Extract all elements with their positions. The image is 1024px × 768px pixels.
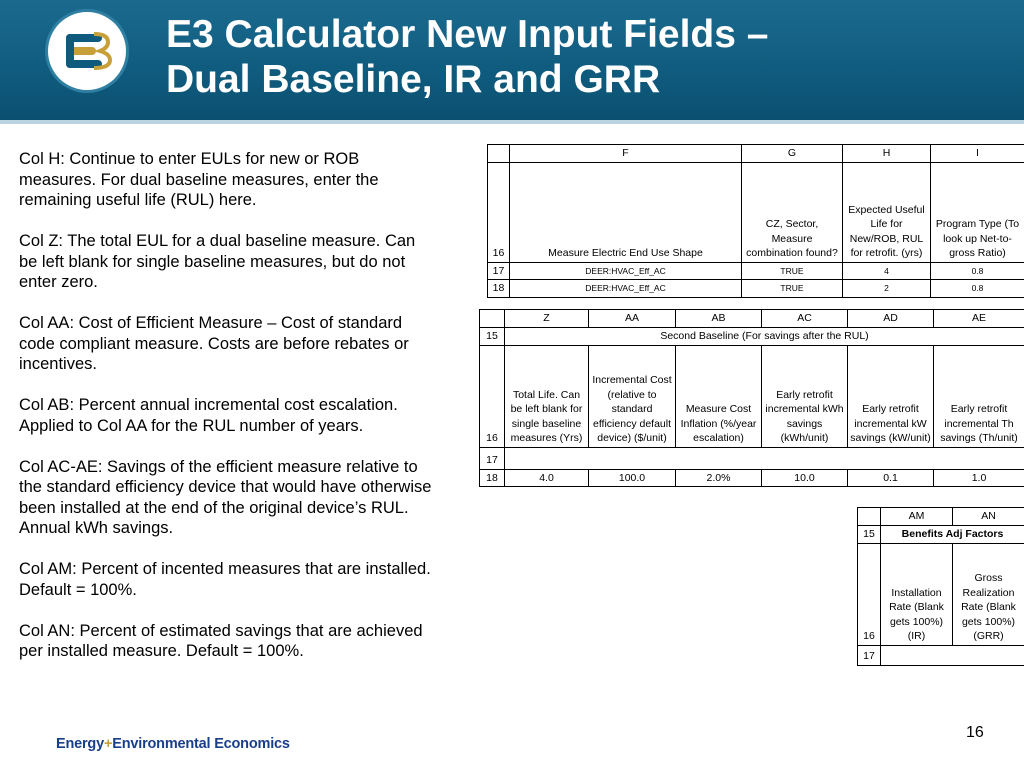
corner-cell bbox=[480, 310, 505, 328]
benefits-adj-factors-label: Benefits Adj Factors bbox=[881, 525, 1024, 543]
corner-cell bbox=[488, 145, 510, 163]
note-col-z: Col Z: The total EUL for a dual baseline measure. Can be left blank for single baseline measures, but do not enter zero. bbox=[19, 232, 416, 291]
header-gross-realization-rate: Gross Realization Rate (Blank gets 100%) (GRR) bbox=[953, 543, 1024, 645]
cell-h18[interactable]: 2 bbox=[843, 280, 931, 298]
cell-ad18[interactable]: 0.1 bbox=[848, 469, 934, 487]
col-letter-i: I bbox=[931, 145, 1024, 163]
row-number-17: 17 bbox=[480, 447, 505, 469]
page-number: 16 bbox=[966, 724, 984, 741]
note-col-ac-ae: Col AC-AE: Savings of the efficient measure relative to the standard efficiency device that would have otherwise been installed at the end of the original device’s RUL. Annual kWh savings. bbox=[19, 457, 432, 537]
header-program-type: Program Type (To look up Net-to-gross Ratio) bbox=[931, 162, 1024, 262]
spreadsheet-table-f-i bbox=[487, 144, 1024, 298]
cell-ae18[interactable]: 1.0 bbox=[934, 469, 1024, 487]
row-number-16: 16 bbox=[488, 162, 510, 262]
col-letter-g: G bbox=[742, 145, 843, 163]
logo-environmental-economics: Environmental Economics bbox=[112, 736, 290, 752]
col-letter-h: H bbox=[843, 145, 931, 163]
col-letter-f: F bbox=[510, 145, 742, 163]
cell-z18[interactable]: 4.0 bbox=[505, 469, 589, 487]
e3-logo-icon bbox=[48, 12, 126, 90]
note-col-h: Col H: Continue to enter EULs for new or ROB measures. For dual baseline measures, enter the remaining useful life (RUL) here. bbox=[19, 150, 379, 209]
cell-ab18[interactable]: 2.0% bbox=[676, 469, 762, 487]
second-baseline-label: Second Baseline (For savings after the RUL) bbox=[505, 327, 1024, 345]
logo-plus: + bbox=[103, 736, 113, 752]
corner-cell bbox=[858, 508, 881, 526]
cell-f17[interactable]: DEER:HVAC_Eff_AC bbox=[510, 262, 742, 280]
col-letter-am: AM bbox=[881, 508, 953, 526]
header-kwh-savings: Early retrofit incremental kWh savings (kWh/unit) bbox=[762, 345, 848, 447]
header-th-savings: Early retrofit incremental Th savings (Th/unit) bbox=[934, 345, 1024, 447]
cell-h17[interactable]: 4 bbox=[843, 262, 931, 280]
row-number-18: 18 bbox=[480, 469, 505, 487]
cell-g17[interactable]: TRUE bbox=[742, 262, 843, 280]
header-cz-sector: CZ, Sector, Measure combination found? bbox=[742, 162, 843, 262]
row-number-17: 17 bbox=[488, 262, 510, 280]
col-letter-aa: AA bbox=[589, 310, 676, 328]
header-expected-useful-life: Expected Useful Life for New/ROB, RUL for retrofit. (yrs) bbox=[843, 162, 931, 262]
col-letter-ad: AD bbox=[848, 310, 934, 328]
cell-ac18[interactable]: 10.0 bbox=[762, 469, 848, 487]
note-col-an: Col AN: Percent of estimated savings that are achieved per installed measure. Default = 100%. bbox=[19, 621, 423, 660]
spreadsheet-table-z-ae bbox=[479, 309, 1024, 487]
row-number-16: 16 bbox=[858, 543, 881, 645]
row-number-17: 17 bbox=[858, 645, 881, 665]
spreadsheet-table-am-an bbox=[857, 507, 1024, 666]
cell-g18[interactable]: TRUE bbox=[742, 280, 843, 298]
col-letter-z: Z bbox=[505, 310, 589, 328]
slide-title bbox=[166, 12, 768, 102]
col-letter-an: AN bbox=[953, 508, 1024, 526]
cell-i17[interactable]: 0.8 bbox=[931, 262, 1024, 280]
header-installation-rate: Installation Rate (Blank gets 100%) (IR) bbox=[881, 543, 953, 645]
title-line-2: Dual Baseline, IR and GRR bbox=[166, 58, 661, 101]
cell-aa18[interactable]: 100.0 bbox=[589, 469, 676, 487]
title-line-1: E3 Calculator New Input Fields – bbox=[166, 13, 769, 56]
footer-company-logo bbox=[56, 736, 290, 752]
logo-energy: Energy bbox=[56, 736, 104, 752]
notes-panel bbox=[19, 149, 437, 682]
note-col-am: Col AM: Percent of incented measures that are installed. Default = 100%. bbox=[19, 560, 431, 599]
header-measure-cost-inflation: Measure Cost Inflation (%/year escalation) bbox=[676, 345, 762, 447]
row-number-18: 18 bbox=[488, 280, 510, 298]
note-col-ab: Col AB: Percent annual incremental cost escalation. Applied to Col AA for the RUL number of years. bbox=[19, 396, 398, 435]
header-kw-savings: Early retrofit incremental kW savings (kW/unit) bbox=[848, 345, 934, 447]
row-number-15: 15 bbox=[858, 525, 881, 543]
note-col-aa: Col AA: Cost of Efficient Measure – Cost of standard code compliant measure. Costs are before rebates or incentives. bbox=[19, 314, 409, 373]
row-number-15: 15 bbox=[480, 327, 505, 345]
col-letter-ae: AE bbox=[934, 310, 1024, 328]
header-incremental-cost: Incremental Cost (relative to standard efficiency default device) ($/unit) bbox=[589, 345, 676, 447]
header-end-use-shape: Measure Electric End Use Shape bbox=[510, 162, 742, 262]
cell-f18[interactable]: DEER:HVAC_Eff_AC bbox=[510, 280, 742, 298]
header-total-life: Total Life. Can be left blank for single baseline measures (Yrs) bbox=[505, 345, 589, 447]
row-number-16: 16 bbox=[480, 345, 505, 447]
row17-empty[interactable] bbox=[505, 447, 1024, 469]
cell-i18[interactable]: 0.8 bbox=[931, 280, 1024, 298]
header-divider bbox=[0, 120, 1024, 124]
col-letter-ab: AB bbox=[676, 310, 762, 328]
row17-empty[interactable] bbox=[881, 645, 1024, 665]
col-letter-ac: AC bbox=[762, 310, 848, 328]
